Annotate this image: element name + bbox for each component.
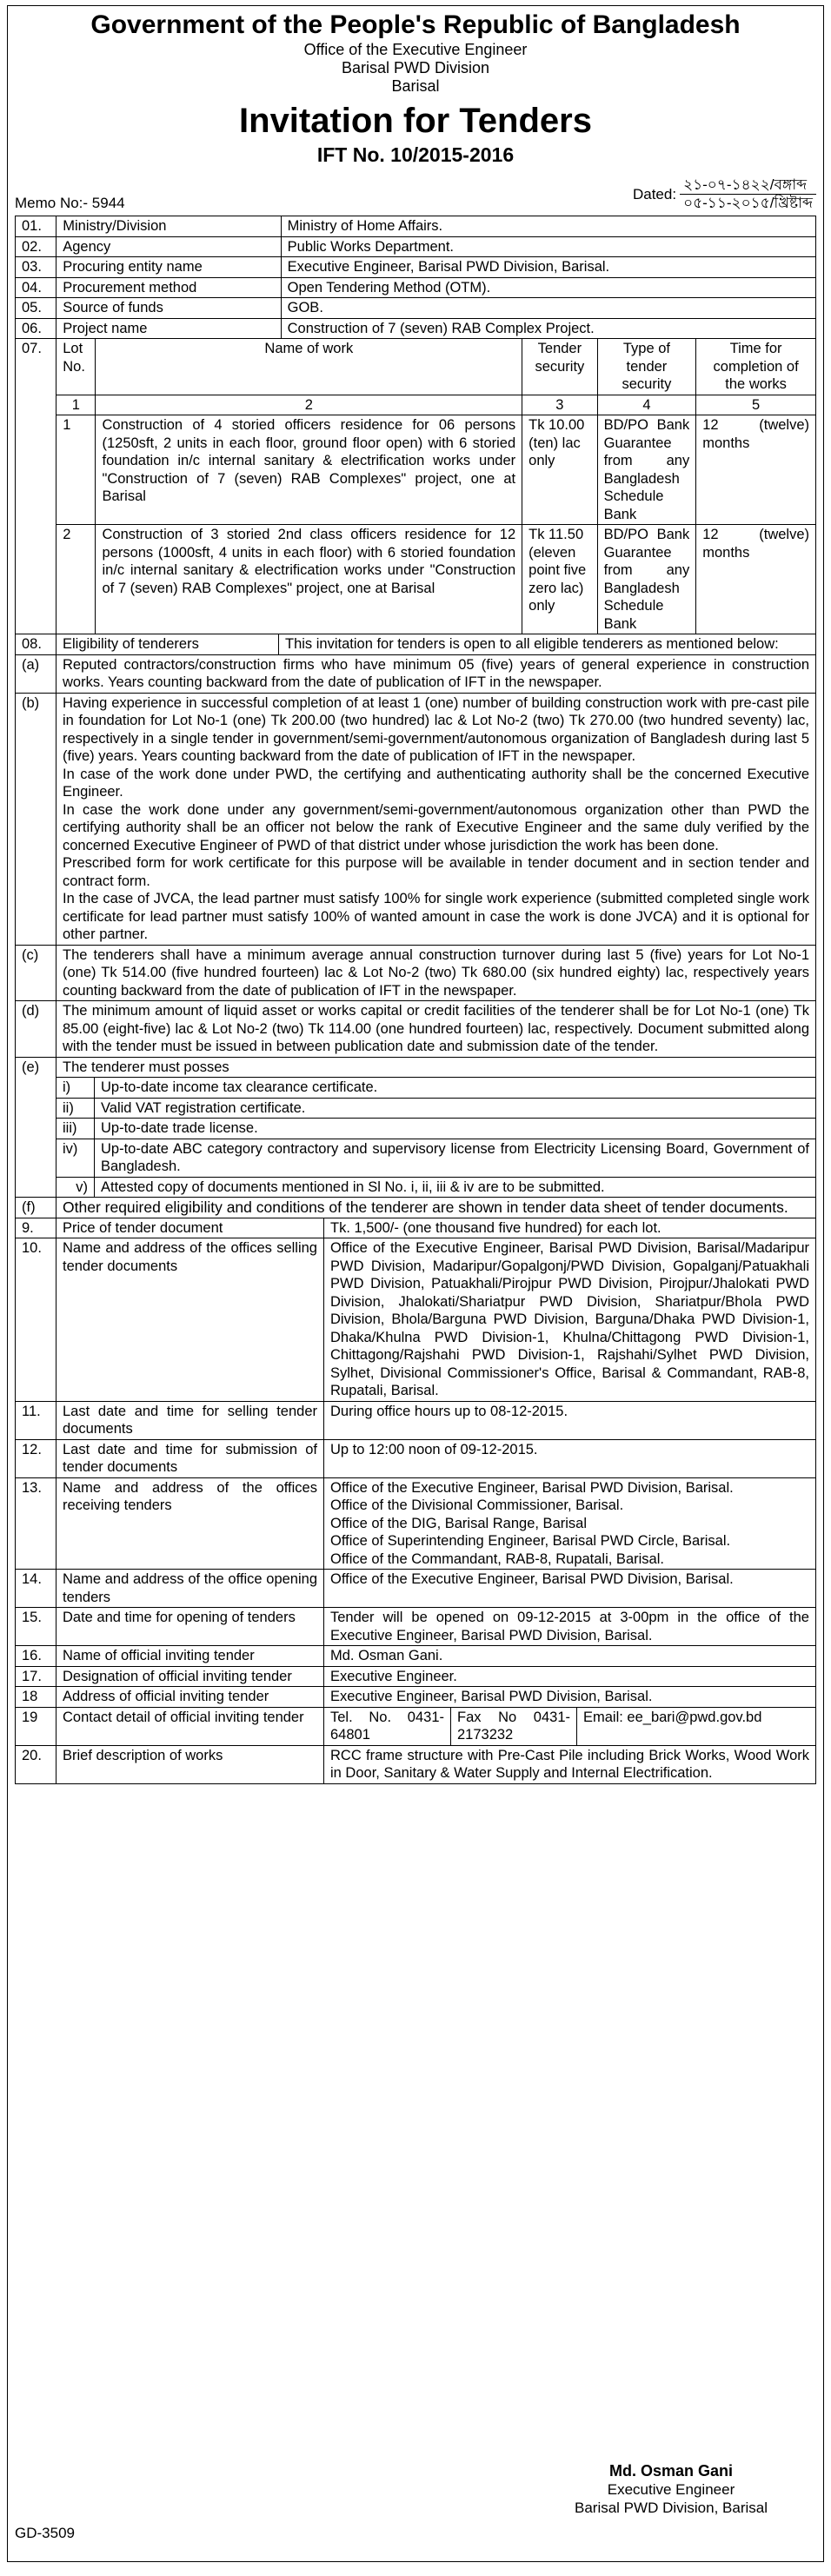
sub-item-text: Up-to-date ABC category contractory and supervisory license from Electricity Licensing Board, Government of Bangladesh.	[95, 1139, 816, 1177]
clause-paragraph: In case the work done under any government/semi-government/autonomous organization other than PWD the certifying authority shall be an officer not below the rank of Executive Engineer and the same duly verified by the concerned Executive Engineer of PWD of that district under whose jurisdiction the work has been done.	[63, 801, 809, 853]
row-label: Price of tender document	[57, 1218, 324, 1238]
row-label: Designation of official inviting tender	[57, 1666, 324, 1687]
memo-number: Memo No:- 5944	[15, 195, 125, 211]
row-label: Last date and time for submission of tender documents	[57, 1439, 324, 1477]
row-value: Tk. 1,500/- (one thousand five hundred) for each lot.	[324, 1218, 816, 1238]
detail-row	[16, 1218, 816, 1238]
contact-tel: Tel. No. 0431-64801	[324, 1707, 451, 1745]
tender-notice	[7, 5, 824, 2562]
row-value: Executive Engineer, Barisal PWD Division, Barisal.	[324, 1687, 816, 1708]
clause-mark: (c)	[16, 945, 57, 1001]
lot-header-row	[16, 339, 816, 395]
clause-paragraph: In case of the work done under PWD, the certifying and authenticating authority shall be the concerned Executive Engineer.	[63, 766, 809, 800]
detail-row	[16, 1238, 816, 1402]
clause-text: The tenderers shall have a minimum average annual construction turnover during last 5 (five) years for Lot No-1 (one) Tk 514.00 (five hundred fourteen) lac & Lot No-2 (two) Tk 680.00 (six hundred eighty) lac, respectively years counting backward from the date of publication of IFT in the newspaper.	[57, 945, 816, 1001]
clause-mark: (e)	[16, 1057, 57, 1198]
receiving-office: Office of the Divisional Commissioner, Barisal.	[330, 1497, 624, 1513]
detail-row	[16, 1687, 816, 1708]
row-label: Procuring entity name	[57, 257, 281, 278]
sub-item-mark: iii)	[57, 1119, 95, 1139]
city-line: Barisal	[391, 77, 440, 95]
row-value: Office of the Executive Engineer, Barisal PWD Division, Barisal/Madaripur PWD Division, Madaripur/Gopalgonj/PWD Division, Gopalganj/Patuakhali PWD Division, Patuakhali/Pirojpur PWD Division, Pirojpur/Jhalokati PWD Division, Jhalokati/Shariatpur PWD Division, Shariatpur/Bhola PWD Division, Bhola/Barguna PWD Division, Barguna/Dhaka PWD Division-1, Dhaka/Khulna PWD Division-1, Khulna/Chittagong PWD Division-1, Chittagong/Rajshahi PWD Division-1, Rajshahi/Sylhet PWD Division, Sylhet, Divisional Commissioner's Office, Barisal & Commandant, RAB-8, Rupatali, Barisal.	[324, 1238, 816, 1402]
sub-item-mark: ii)	[57, 1098, 95, 1119]
eligibility-d-row	[16, 1001, 816, 1058]
row-number: 06.	[16, 318, 57, 339]
sub-item-text: Up-to-date income tax clearance certificate.	[95, 1078, 816, 1099]
signatory-name: Md. Osman Gani	[608, 2462, 734, 2480]
lot-time: 12 (twelve) months	[696, 415, 816, 525]
detail-row	[16, 1608, 816, 1646]
row-label: Agency	[57, 236, 281, 257]
procurement-info-table	[15, 216, 816, 634]
lot-index-row	[16, 395, 816, 415]
sub-item-mark: v)	[57, 1177, 95, 1198]
clause-paragraph: In the case of JVCA, the lead partner must satisfy 100% for single work experience (submitted completed single work certificate for lead partner must satisfy 100% of wanted amount in case the work is done JVCA) and it is optional for other partner.	[63, 891, 809, 942]
notice-title: Invitation for Tenders	[239, 102, 592, 140]
row-label: Contact detail of official inviting tender	[57, 1707, 324, 1745]
row-value: Executive Engineer.	[324, 1666, 816, 1687]
receiving-office: Office of Superintending Engineer, Barisal PWD Circle, Barisal.	[330, 1533, 731, 1549]
lot-number: 1	[57, 415, 96, 525]
index-cell: 1	[57, 395, 96, 415]
row-value: Tender will be opened on 09-12-2015 at 3-00pm in the office of the Executive Engineer, Barisal PWD Division, Barisal.	[324, 1608, 816, 1646]
index-cell: 3	[522, 395, 597, 415]
clause-text: The minimum amount of liquid asset or works capital or credit facilities of the tenderer shall be for Lot No-1 (one) Tk 85.00 (eight-five) lac & Lot No-2 (two) Tk 114.00 (one hundred fourteen) lac, respectively. Document submitted along with the tender must be issued in between publication date and submission date of the tender.	[57, 1001, 816, 1058]
row-value: Construction of 7 (seven) RAB Complex Project.	[281, 318, 815, 339]
ift-number: IFT No. 10/2015-2016	[316, 143, 515, 166]
signature-block	[575, 2462, 768, 2517]
row-label: Procurement method	[57, 277, 281, 298]
lot-row	[16, 415, 816, 525]
eligibility-intro: This invitation for tenders is open to all eligible tenderers as mentioned below:	[279, 634, 816, 655]
index-cell: 2	[96, 395, 522, 415]
index-cell: 5	[696, 395, 816, 415]
receiving-office: Office of the DIG, Barisal Range, Barisal	[330, 1515, 587, 1531]
row-value: Executive Engineer, Barisal PWD Division, Barisal.	[281, 257, 815, 278]
row-number: 19	[16, 1707, 57, 1745]
detail-row	[16, 1646, 816, 1667]
lot-work: Construction of 4 storied officers residence for 06 persons (1250sft, 2 units in each floor, ground floor open) with 6 storied foundation in/c internal sanitary & electrification works under "Construction of 7 (seven) RAB Complexes" project, one at Barisal	[96, 415, 522, 525]
row-number: 14.	[16, 1570, 57, 1608]
brief-row	[16, 1745, 816, 1783]
row-label: Source of funds	[57, 298, 281, 319]
contact-fax: Fax No 0431-2173232	[451, 1707, 577, 1745]
row-number: 08.	[16, 634, 57, 655]
eligibility-c-row	[16, 945, 816, 1001]
row-number: 04.	[16, 277, 57, 298]
dated-label: Dated:	[632, 185, 677, 202]
lot-security-type: BD/PO Bank Guarantee from any Bangladesh Schedule Bank	[597, 525, 696, 634]
type-header: Type of tender security	[597, 339, 696, 395]
date-block	[633, 176, 816, 212]
lot-work: Construction of 3 storied 2nd class officers residence for 12 persons (1000sft, 4 units in each floor) with 6 storied foundation in/c internal sanitary & electrification works under "Construction of 7 (seven) RAB Complexes" project, one at Barisal	[96, 525, 522, 634]
row-label: Ministry/Division	[57, 216, 281, 237]
date-english: ০৫-১১-২০১৫/খ্রিষ্টাব্দ	[683, 195, 813, 211]
detail-row	[16, 1666, 816, 1687]
info-row	[16, 298, 816, 319]
footer-code: GD-3509	[15, 2525, 75, 2541]
row-label: Eligibility of tenderers	[57, 634, 279, 655]
row-number: 05.	[16, 298, 57, 319]
lot-security-type: BD/PO Bank Guarantee from any Bangladesh Schedule Bank	[597, 415, 696, 525]
security-header: Tender security	[522, 339, 597, 395]
signatory-designation: Executive Engineer	[607, 2481, 735, 2498]
sub-item-text: Up-to-date trade license.	[95, 1119, 816, 1139]
clause-text-block	[57, 693, 816, 945]
detail-row	[16, 1439, 816, 1477]
info-row	[16, 257, 816, 278]
index-cell: 4	[597, 395, 696, 415]
row-value: Up to 12:00 noon of 09-12-2015.	[324, 1439, 816, 1477]
lot-time: 12 (twelve) months	[696, 525, 816, 634]
clause-text: Other required eligibility and conditions of the tenderer are shown in tender data sheet of tender documents.	[57, 1198, 816, 1218]
row-label: Address of official inviting tender	[57, 1687, 324, 1708]
row-value: During office hours up to 08-12-2015.	[324, 1401, 816, 1439]
clause-mark: (f)	[16, 1198, 57, 1218]
division-line: Barisal PWD Division	[341, 59, 490, 76]
memo-row	[15, 169, 816, 216]
row-value: Public Works Department.	[281, 236, 815, 257]
sub-item-text: Valid VAT registration certificate.	[95, 1098, 816, 1119]
lot-number: 2	[57, 525, 96, 634]
sub-item-row	[16, 1177, 816, 1198]
row-number: 16.	[16, 1646, 57, 1667]
eligibility-table	[15, 634, 816, 1218]
row-value: RCC frame structure with Pre-Cast Pile including Brick Works, Wood Work in Door, Sanitary & Water Supply and Internal Electrification.	[324, 1745, 816, 1783]
detail-row	[16, 1570, 816, 1608]
sub-item-row	[16, 1139, 816, 1177]
clause-paragraph: Prescribed form for work certificate for this purpose will be available in tender document and in section tender and contract form.	[63, 855, 809, 889]
sub-item-text: Attested copy of documents mentioned in Sl No. i, ii, iii & iv are to be submitted.	[95, 1177, 816, 1198]
eligibility-a-row	[16, 654, 816, 693]
row-value: Office of the Executive Engineer, Barisal PWD Division, Barisal.	[324, 1570, 816, 1608]
detail-row	[16, 1401, 816, 1439]
eligibility-b-row	[16, 693, 816, 945]
notice-header	[15, 10, 816, 167]
info-row	[16, 318, 816, 339]
info-row	[16, 236, 816, 257]
row-value: GOB.	[281, 298, 815, 319]
eligibility-e-row	[16, 1057, 816, 1078]
lot-security: Tk 10.00 (ten) lac only	[522, 415, 597, 525]
receiving-row	[16, 1477, 816, 1570]
sub-item-row	[16, 1098, 816, 1119]
row-label: Last date and time for selling tender documents	[57, 1401, 324, 1439]
row-number: 02.	[16, 236, 57, 257]
eligibility-head-row	[16, 634, 816, 655]
row-number: 12.	[16, 1439, 57, 1477]
tender-details-table	[15, 1218, 816, 1784]
row-number: 17.	[16, 1666, 57, 1687]
sub-item-mark: iv)	[57, 1139, 95, 1177]
government-title: Government of the People's Republic of Bangladesh	[90, 10, 741, 39]
receiving-office: Office of the Executive Engineer, Barisal PWD Division, Barisal.	[330, 1479, 734, 1496]
row-number: 20.	[16, 1745, 57, 1783]
clause-text: The tenderer must posses	[57, 1057, 816, 1078]
clause-text: Reputed contractors/construction firms who have minimum 05 (five) years of general experience in construction works. Years counting backward from the date of publication of IFT in the newspaper.	[57, 654, 816, 693]
clause-paragraph: Having experience in successful completion of at least 1 (one) number of building construction work with pre-cast pile in foundation for Lot No-1 (one) Tk 200.00 (two hundred) lac & Lot No-2 (two) Tk 270.00 (two hundred seventy) lac, respectively in a single tender in government/semi-government/autonomous organization of Bangladesh during last 5 (five) years. Years counting backward from the date of publication of IFT in the newspaper.	[63, 694, 809, 764]
clause-mark: (a)	[16, 654, 57, 693]
eligibility-f-row	[16, 1198, 816, 1218]
row-value: Open Tendering Method (OTM).	[281, 277, 815, 298]
row-label: Name of official inviting tender	[57, 1646, 324, 1667]
clause-mark: (b)	[16, 693, 57, 945]
clause-mark: (d)	[16, 1001, 57, 1058]
time-header: Time for completion of the works	[696, 339, 816, 395]
row-number: 01.	[16, 216, 57, 237]
row-value: Ministry of Home Affairs.	[281, 216, 815, 237]
row-number: 11.	[16, 1401, 57, 1439]
signatory-office: Barisal PWD Division, Barisal	[575, 2500, 768, 2516]
info-row	[16, 216, 816, 237]
row-number: 10.	[16, 1238, 57, 1402]
lot-security: Tk 11.50 (eleven point five zero lac) only	[522, 525, 597, 634]
row-label: Date and time for opening of tenders	[57, 1608, 324, 1646]
work-header: Name of work	[96, 339, 522, 395]
row-number: 18	[16, 1687, 57, 1708]
row-number: 15.	[16, 1608, 57, 1646]
row-label: Project name	[57, 318, 281, 339]
row-value: Md. Osman Gani.	[324, 1646, 816, 1667]
row-label: Name and address of the offices selling tender documents	[57, 1238, 324, 1402]
contact-row	[16, 1707, 816, 1745]
sub-item-row	[16, 1078, 816, 1099]
row-label: Name and address of the office opening tenders	[57, 1570, 324, 1608]
office-line: Office of the Executive Engineer	[303, 41, 528, 58]
row-label: Name and address of the offices receiving tenders	[57, 1477, 324, 1570]
lot-row	[16, 525, 816, 634]
info-row	[16, 277, 816, 298]
row-label: Brief description of works	[57, 1745, 324, 1783]
sub-item-row	[16, 1119, 816, 1139]
row-number: 03.	[16, 257, 57, 278]
lot-no-header: Lot No.	[57, 339, 96, 395]
row-number: 07.	[16, 339, 57, 634]
receiving-office: Office of the Commandant, RAB-8, Rupatali, Barisal.	[330, 1550, 664, 1567]
sub-item-mark: i)	[57, 1078, 95, 1099]
receiving-offices	[324, 1477, 816, 1570]
row-number: 9.	[16, 1218, 57, 1238]
contact-email: Email: ee_bari@pwd.gov.bd	[577, 1707, 816, 1745]
date-bangla: ২১-০৭-১৪২২/বঙ্গাব্দ	[680, 176, 816, 195]
row-number: 13.	[16, 1477, 57, 1570]
